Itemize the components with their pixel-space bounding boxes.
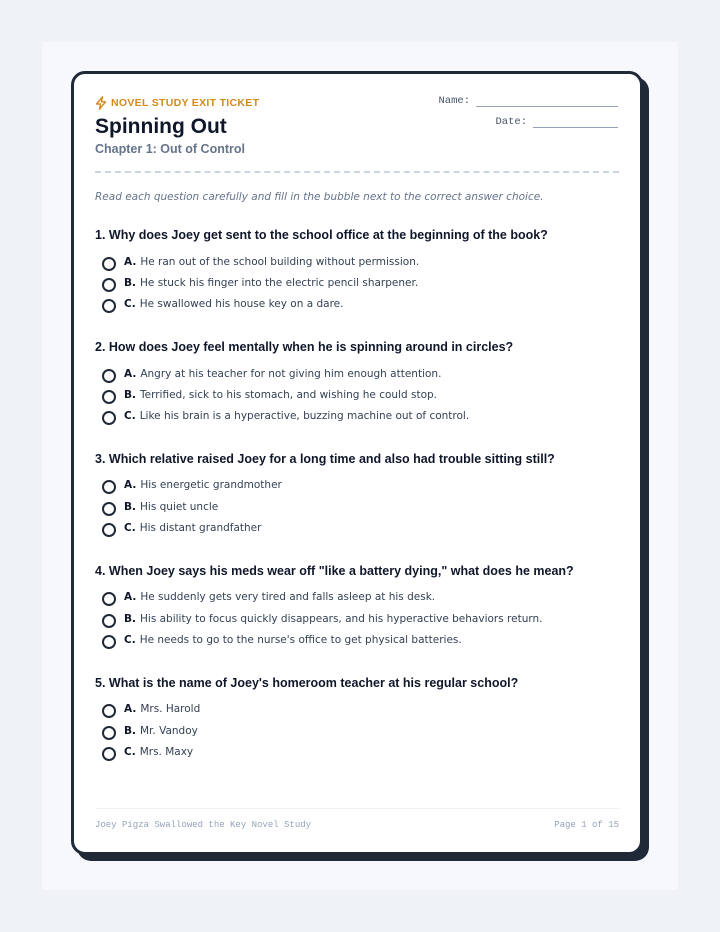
radio-bubble-icon[interactable]	[102, 592, 116, 606]
radio-bubble-icon[interactable]	[102, 635, 116, 649]
choice-letter: C.	[124, 410, 136, 423]
page-footer	[95, 808, 619, 830]
question-text: 5. What is the name of Joey's homeroom teacher at his regular school?	[95, 675, 519, 690]
name-label: Name:	[438, 95, 470, 107]
choice-text: Like his brain is a hyperactive, buzzing machine out of control.	[139, 410, 470, 423]
radio-bubble-icon[interactable]	[102, 278, 116, 292]
radio-bubble-icon[interactable]	[102, 614, 116, 628]
date-line[interactable]	[533, 117, 618, 128]
instructions: Read each question carefully and fill in the bubble next to the correct answer choice.	[95, 191, 544, 203]
radio-bubble-icon[interactable]	[102, 411, 116, 425]
answer-choice-c[interactable]	[95, 741, 619, 762]
radio-bubble-icon[interactable]	[102, 369, 116, 383]
radio-bubble-icon[interactable]	[102, 257, 116, 271]
radio-bubble-icon[interactable]	[102, 523, 116, 537]
choice-letter: B.	[124, 500, 136, 513]
choice-text: He ran out of the school building without permission.	[140, 255, 420, 268]
answer-choice-a[interactable]	[95, 475, 619, 496]
question-text: 4. When Joey says his meds wear off "like a battery dying," what does he mean?	[95, 563, 574, 578]
choice-letter: C.	[124, 633, 136, 646]
choice-text: He needs to go to the nurse's office to get physical batteries.	[139, 633, 462, 646]
answer-choice-b[interactable]	[95, 720, 619, 741]
choice-text: He stuck his finger into the electric pencil sharpener.	[140, 276, 419, 289]
choice-text: Angry at his teacher for not giving him enough attention.	[140, 367, 442, 380]
choice-letter: A.	[124, 703, 137, 716]
answer-choice-c[interactable]	[95, 629, 619, 650]
answer-choice-a[interactable]	[95, 363, 619, 384]
question-1	[95, 228, 619, 315]
name-field[interactable]	[438, 95, 618, 107]
answer-choice-a[interactable]	[95, 699, 619, 720]
date-field[interactable]	[438, 116, 618, 128]
question-5	[95, 676, 619, 763]
footer-title: Joey Pigza Swallowed the Key Novel Study	[95, 820, 312, 830]
choice-letter: C.	[124, 522, 136, 535]
answer-choice-c[interactable]	[95, 405, 619, 426]
choice-letter: A.	[124, 479, 137, 492]
radio-bubble-icon[interactable]	[102, 502, 116, 516]
radio-bubble-icon[interactable]	[102, 726, 116, 740]
answer-choice-b[interactable]	[95, 608, 619, 629]
choice-letter: A.	[124, 367, 137, 380]
answer-choice-c[interactable]	[95, 517, 619, 538]
choice-letter: B.	[124, 388, 136, 401]
choice-text: Terrified, sick to his stomach, and wishing he could stop.	[140, 388, 438, 401]
answer-choice-b[interactable]	[95, 384, 619, 405]
choice-text: He swallowed his house key on a dare.	[139, 298, 344, 311]
choice-letter: B.	[124, 724, 136, 737]
answer-choice-a[interactable]	[95, 251, 619, 272]
answer-choice-c[interactable]	[95, 294, 619, 315]
page-title: Spinning Out	[95, 115, 227, 138]
lightning-bolt-icon	[95, 96, 107, 110]
radio-bubble-icon[interactable]	[102, 480, 116, 494]
choice-text: His ability to focus quickly disappears, and his hyperactive behaviors return.	[140, 612, 543, 625]
question-text: 2. How does Joey feel mentally when he is spinning around in circles?	[95, 339, 514, 354]
choice-letter: B.	[124, 612, 136, 625]
question-3	[95, 452, 619, 539]
page-background	[42, 42, 678, 890]
choice-letter: C.	[124, 298, 136, 311]
exit-ticket-card	[71, 71, 643, 855]
name-line[interactable]	[476, 96, 618, 107]
answer-choice-a[interactable]	[95, 587, 619, 608]
radio-bubble-icon[interactable]	[102, 704, 116, 718]
choice-text: He suddenly gets very tired and falls asleep at his desk.	[140, 591, 436, 604]
date-label: Date:	[495, 116, 527, 128]
choice-letter: B.	[124, 276, 136, 289]
choice-text: His energetic grandmother	[140, 479, 282, 492]
answer-choice-b[interactable]	[95, 272, 619, 293]
chapter-subtitle: Chapter 1: Out of Control	[95, 142, 245, 156]
choice-letter: A.	[124, 255, 137, 268]
choice-text: Mrs. Harold	[140, 703, 201, 716]
question-2	[95, 340, 619, 427]
question-list	[95, 228, 619, 762]
choice-text: Mr. Vandoy	[140, 724, 198, 737]
radio-bubble-icon[interactable]	[102, 299, 116, 313]
dashed-divider	[95, 171, 619, 173]
choice-letter: C.	[124, 745, 136, 758]
answer-choice-b[interactable]	[95, 496, 619, 517]
choice-text: Mrs. Maxy	[139, 745, 194, 758]
question-text: 1. Why does Joey get sent to the school office at the beginning of the book?	[95, 228, 548, 242]
choice-letter: A.	[124, 591, 137, 604]
student-fields	[438, 95, 618, 128]
question-4	[95, 564, 619, 651]
choice-text: His quiet uncle	[140, 500, 219, 513]
radio-bubble-icon[interactable]	[102, 747, 116, 761]
radio-bubble-icon[interactable]	[102, 390, 116, 404]
ticket-label-text: NOVEL STUDY EXIT TICKET	[111, 97, 260, 109]
page-number: Page 1 of 15	[554, 820, 619, 830]
question-text: 3. Which relative raised Joey for a long time and also had trouble sitting still?	[95, 451, 555, 466]
choice-text: His distant grandfather	[139, 522, 262, 535]
